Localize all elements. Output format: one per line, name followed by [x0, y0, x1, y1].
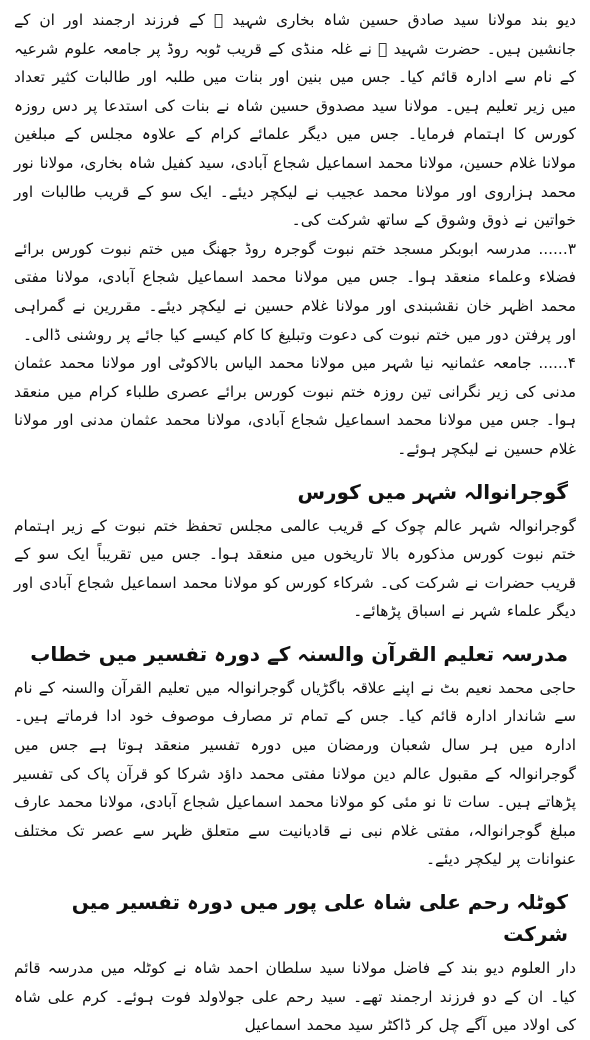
section-heading-kotla-participation: کوٹلہ رحم علی شاہ علی پور میں دورہ تفسیر میں شرکت [71, 890, 568, 947]
paragraph-tafseer-address: حاجی محمد نعیم بٹ نے اپنے علاقہ باگڑیاں گوجرانوالہ میں تعلیم القرآن والسنہ کے نام سے شاندار ادارہ قائم کیا۔ جس کے تمام تر مصارف موصوف خود ادا فرماتے ہیں۔ ادارہ میں ہر سال شعبان ورمضان میں دورہ تفسیر منعقد ہوتا ہے جس میں گوجرانوالہ کے مقبول عالم دین مولانا مفتی محمد داؤد شرکا کو قرآن پاک کی تفسیر پڑھاتے ہیں۔ سات تا نو مئی کو مولانا محمد اسماعیل شجاع آبادی، مولانا محمد عارف مبلغ گوجرانوالہ، مفتی غلام نبی نے قادیانیت سے متعلق ظہر سے عصر تک مختلف عنوانات پر لیکچر دیئے۔ [14, 678, 576, 869]
document-page [14, 6, 576, 1035]
section-heading-tafseer-address: مدرسہ تعلیم القرآن والسنہ کے دورہ تفسیر میں خطاب [30, 641, 568, 666]
paragraph-kotla-participation: دار العلوم دیو بند کے فاضل مولانا سید سلطان احمد شاہ نے کوٹلہ میں مدرسہ قائم کیا۔ ان کے دو فرزند ارجمند تھے۔ سید رحم علی جولاولد فوت ہوئے۔ کرم علی شاہ کی اولاد میں آگے چل کر ڈاکٹر سید محمد اسماعیل [14, 959, 576, 1035]
paragraph-gujranwala-course: گوجرانوالہ شہر عالم چوک کے قریب عالمی مجلس تحفظ ختم نبوت کے زیر اہتمام ختم نبوت کورس مذکورہ بالا تاریخوں میں منعقد ہوا۔ جس میں تقریباً ایک سو کے قریب حضرات نے شرکت کی۔ شرکاء کورس کو مولانا محمد اسماعیل شجاع آبادی اور دیگر علماء شہر نے اسباق پڑھائے۔ [14, 516, 576, 621]
paragraph-item-4: ۴...... جامعہ عثمانیہ نیا شہر میں مولانا محمد الیاس بالاکوٹی اور مولانا محمد عثمان مدنی کی زیر نگرانی تین روزہ ختم نبوت کورس برائے عصری طلباء کرام میں منعقد ہوا۔ جس میں مولانا محمد اسماعیل شجاع آبادی، مولانا محمد عثمان مدنی اور مولانا غلام حسین نے لیکچر ہوئے۔ [14, 354, 576, 458]
paragraph-intro: دیو بند مولانا سید صادق حسین شاہ بخاری شہید ﷫ کے فرزند ارجمند اور ان کے جانشین ہیں۔ حضرت شہید ﷫ نے غلہ منڈی کے قریب ٹوبہ روڈ پر جامعہ علوم شرعیہ کے نام سے ادارہ قائم کیا۔ جس میں بنین اور بنات میں طلبہ اور طالبات کثیر تعداد میں زیر تعلیم ہیں۔ مولانا سید مصدوق حسین شاہ نے بنات کی استدعا پر دس روزہ کورس کا اہتمام فرمایا۔ جس میں دیگر علمائے کرام کے علاوہ مجلس کے مبلغین مولانا غلام حسین، مولانا محمد اسماعیل شجاع آبادی، سید کفیل شاہ بخاری، مولانا نور محمد ہزاروی اور مولانا محمد عجیب نے لیکچر دیئے۔ ایک سو کے قریب طالبات اور خواتین نے ذوق وشوق کے ساتھ شرکت کی۔ [14, 11, 576, 230]
section-heading-gujranwala-course: گوجرانوالہ شہر میں کورس [297, 479, 568, 504]
paragraph-item-3: ۳...... مدرسہ ابوبکر مسجد ختم نبوت گوجرہ روڈ جھنگ میں ختم نبوت کورس برائے فضلاء وعلماء منعقد ہوا۔ جس میں مولانا محمد اسماعیل شجاع آبادی، مولانا مفتی محمد اظہر خان نقشبندی اور مولانا غلام حسین نے لیکچر دیئے۔ مقررین نے گمراہی اور پرفتن دور میں ختم نبوت کی دعوت وتبلیغ کا کام کیسے کیا جائے پر روشنی ڈالی۔ [14, 239, 576, 344]
